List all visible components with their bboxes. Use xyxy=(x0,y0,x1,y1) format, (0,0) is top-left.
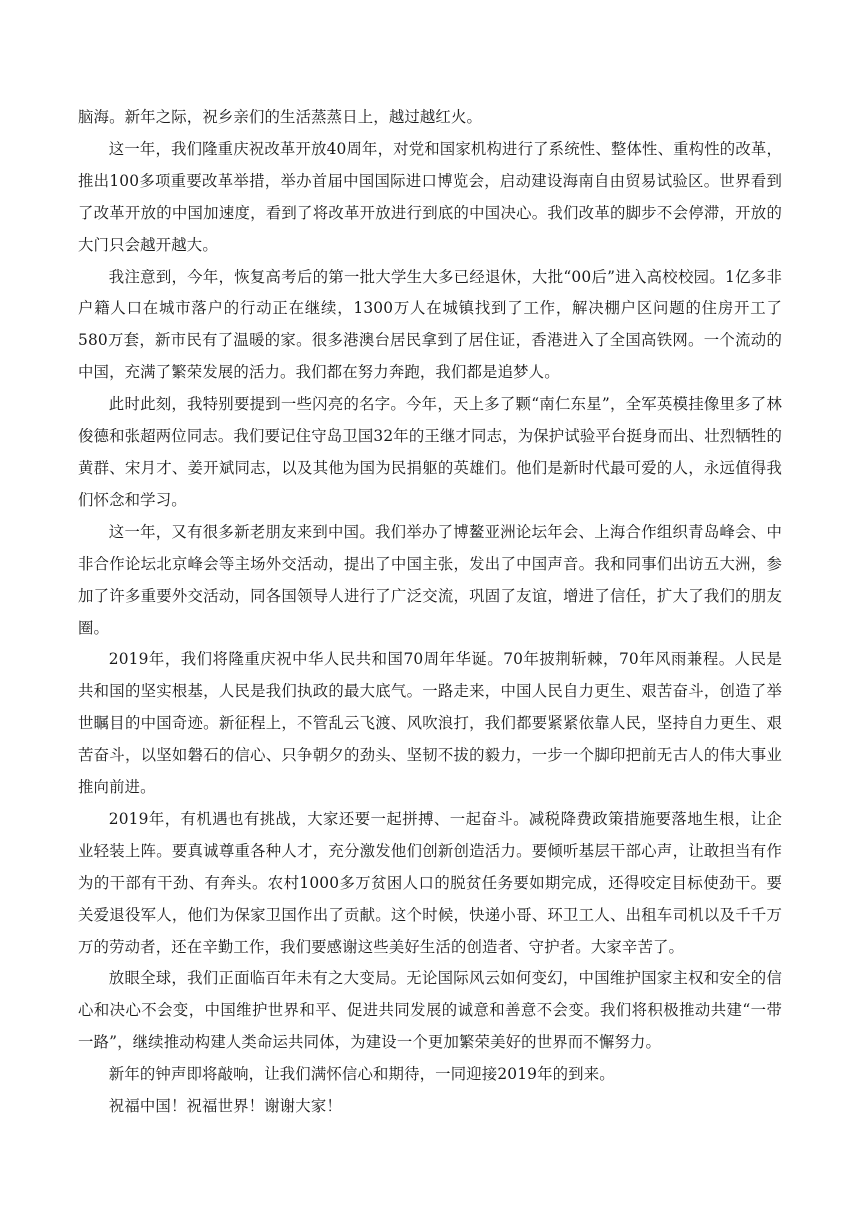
paragraph: 这一年，又有很多新老朋友来到中国。我们举办了博鳌亚洲论坛年会、上海合作组织青岛峰会、中非合作论坛北京峰会等主场外交活动，提出了中国主张，发出了中国声音。我和同事们出访五大洲，参加了许多重要外交活动，同各国领导人进行了广泛交流，巩固了友谊，增进了信任，扩大了我们的朋友圈。 xyxy=(78,522,782,637)
document-body xyxy=(78,102,782,1123)
paragraph: 放眼全球，我们正面临百年未有之大变局。无论国际风云如何变幻，中国维护国家主权和安全的信心和决心不会变，中国维护世界和平、促进共同发展的诚意和善意不会变。我们将积极推动共建“一带一路”，继续推动构建人类命运共同体，为建设一个更加繁荣美好的世界而不懈努力。 xyxy=(78,969,782,1052)
paragraph: 这一年，我们隆重庆祝改革开放40周年，对党和国家机构进行了系统性、整体性、重构性的改革，推出100多项重要改革举措，举办首届中国国际进口博览会，启动建设海南自由贸易试验区。世界看到了改革开放的中国加速度，看到了将改革开放进行到底的中国决心。我们改革的脚步不会停滞，开放的大门只会越开越大。 xyxy=(78,139,782,254)
paragraph: 此时此刻，我特别要提到一些闪亮的名字。今年，天上多了颗“南仁东星”，全军英模挂像里多了林俊德和张超两位同志。我们要记住守岛卫国32年的王继才同志，为保护试验平台挺身而出、壮烈牺牲的黄群、宋月才、姜开斌同志，以及其他为国为民捐躯的英雄们。他们是新时代最可爱的人，永远值得我们怀念和学习。 xyxy=(78,395,782,509)
paragraph: 2019年，有机遇也有挑战，大家还要一起拼搏、一起奋斗。减税降费政策措施要落地生根，让企业轻装上阵。要真诚尊重各种人才，充分激发他们创新创造活力。要倾听基层干部心声，让敢担当有作为的干部有干劲、有奔头。农村1000多万贫困人口的脱贫任务要如期完成，还得咬定目标使劲干。要关爱退役军人，他们为保家卫国作出了贡献。这个时候，快递小哥、环卫工人、出租车司机以及千千万万的劳动者，还在辛勤工作，我们要感谢这些美好生活的创造者、守护者。大家辛苦了。 xyxy=(78,809,782,956)
paragraph: 新年的钟声即将敲响，让我们满怀信心和期待，一同迎接2019年的到来。 xyxy=(108,1065,615,1084)
paragraph: 祝福中国！祝福世界！谢谢大家！ xyxy=(108,1097,342,1116)
paragraph: 我注意到，今年，恢复高考后的第一批大学生大多已经退休，大批“00后”进入高校校园。1亿多非户籍人口在城市落户的行动正在继续，1300万人在城镇找到了工作，解决棚户区问题的住房开工了580万套，新市民有了温暖的家。很多港澳台居民拿到了居住证，香港进入了全国高铁网。一个流动的中国，充满了繁荣发展的活力。我们都在努力奔跑，我们都是追梦人。 xyxy=(78,267,782,382)
paragraph: 脑海。新年之际，祝乡亲们的生活蒸蒸日上，越过越红火。 xyxy=(78,108,483,126)
paragraph: 2019年，我们将隆重庆祝中华人民共和国70周年华诞。70年披荆斩棘，70年风雨兼程。人民是共和国的坚实根基，人民是我们执政的最大底气。一路走来，中国人民自力更生、艰苦奋斗，创造了举世瞩目的中国奇迹。新征程上，不管乱云飞渡、风吹浪打，我们都要紧紧依靠人民，坚持自力更生、艰苦奋斗，以坚如磐石的信心、只争朝夕的劲头、坚韧不拔的毅力，一步一个脚印把前无古人的伟大事业推向前进。 xyxy=(78,650,782,797)
